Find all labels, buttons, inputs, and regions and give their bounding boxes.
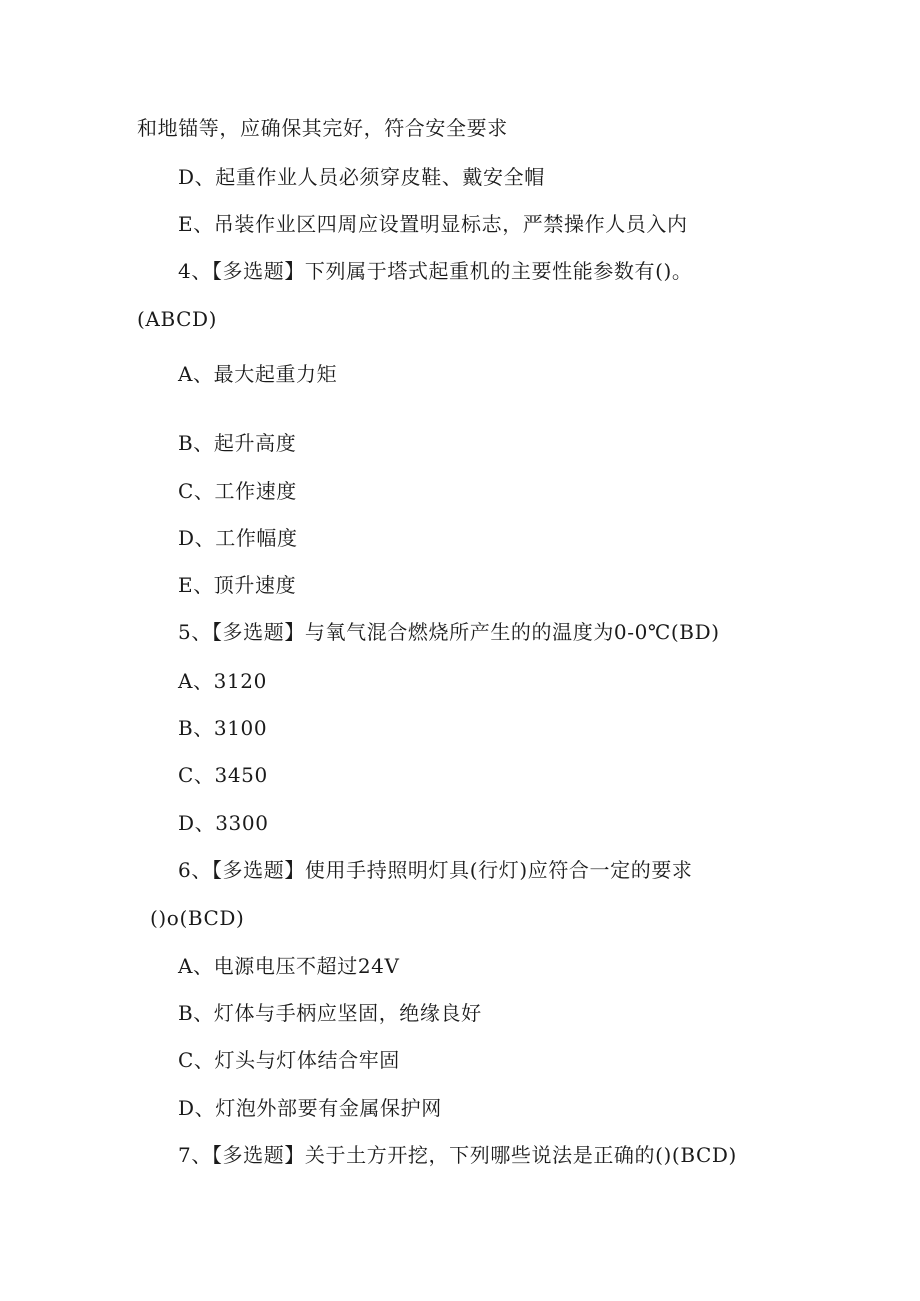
question-4: 4、【多选题】下列属于塔式起重机的主要性能参数有()。 xyxy=(178,259,693,283)
q5-option-a: A、3120 xyxy=(178,669,267,693)
q4-option-e: E、顶升速度 xyxy=(178,573,297,597)
q6-option-b: B、灯体与手柄应坚固，绝缘良好 xyxy=(178,1001,482,1025)
question-4-answer: (ABCD) xyxy=(137,307,218,331)
q6-option-a: A、电源电压不超过24V xyxy=(178,954,400,978)
option-d: D、起重作业人员必须穿皮鞋、戴安全帽 xyxy=(178,165,545,189)
q6-option-d: D、灯泡外部要有金属保护网 xyxy=(178,1096,442,1120)
q5-option-d: D、3300 xyxy=(178,811,269,835)
option-e: E、吊装作业区四周应设置明显标志，严禁操作人员入内 xyxy=(178,212,688,236)
q5-option-c: C、3450 xyxy=(178,763,268,787)
q4-option-c: C、工作速度 xyxy=(178,479,297,503)
q4-option-d: D、工作幅度 xyxy=(178,526,298,550)
q5-option-b: B、3100 xyxy=(178,716,268,740)
question-5: 5、【多选题】与氧气混合燃烧所产生的的温度为0-0℃(BD) xyxy=(178,620,720,644)
q6-option-c: C、灯头与灯体结合牢固 xyxy=(178,1048,400,1072)
q4-option-b: B、起升高度 xyxy=(178,431,297,455)
q4-option-a: A、最大起重力矩 xyxy=(178,362,338,386)
question-7: 7、【多选题】关于土方开挖，下列哪些说法是正确的()(BCD) xyxy=(178,1143,737,1167)
question-6-answer: ()o(BCD) xyxy=(150,906,245,930)
text-line-continuation: 和地锚等，应确保其完好，符合安全要求 xyxy=(137,116,508,140)
question-6: 6、【多选题】使用手持照明灯具(行灯)应符合一定的要求 xyxy=(178,858,693,882)
